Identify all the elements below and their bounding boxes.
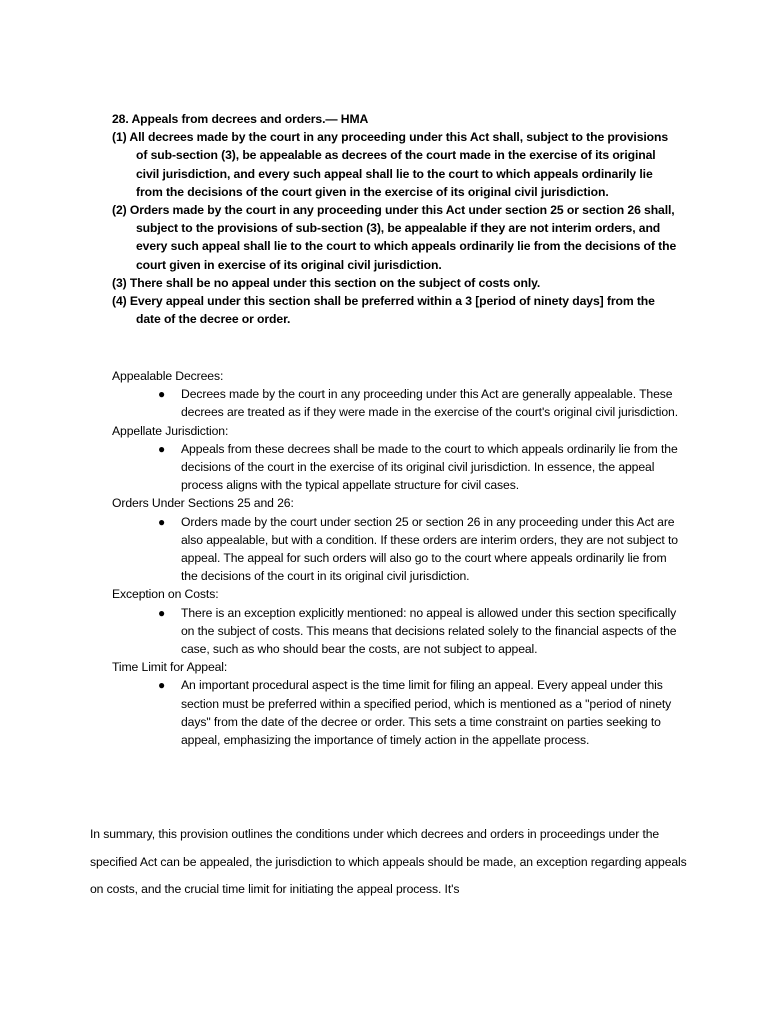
statute-section bbox=[112, 110, 682, 328]
topic-appellate-jurisdiction bbox=[112, 422, 682, 495]
statute-clause-1: (1) All decrees made by the court in any proceeding under this Act shall, subject to the provisions of sub-section (3), be appealable as decrees of the court made in the exercise of its original civil jurisdiction, and every such appeal shall lie to the court to which appeals ordinarily lie from the decisions of the court given in the exercise of its original civil jurisdiction. bbox=[112, 130, 669, 199]
bullet-icon: ● bbox=[158, 605, 166, 620]
bullet-item bbox=[158, 385, 681, 421]
statute-clause-2: (2) Orders made by the court in any proceeding under this Act under section 25 or section 26 shall, subject to the provisions of sub-section (3), be appealable if they are not interim orders, and every such appeal shall lie to the court to which appeals ordinarily lie from the decisions of the court given in exercise of its original civil jurisdiction. bbox=[112, 203, 677, 272]
bullet-icon: ● bbox=[158, 514, 166, 529]
bullet-icon: ● bbox=[158, 441, 166, 456]
topic-label: Time Limit for Appeal: bbox=[112, 660, 228, 675]
topic-label: Exception on Costs: bbox=[112, 587, 219, 602]
bullet-item bbox=[158, 676, 681, 749]
statute-clause-4: (4) Every appeal under this section shall be preferred within a 3 [period of ninety days] from the date of the decree or order. bbox=[112, 294, 655, 327]
analysis-section bbox=[112, 367, 682, 749]
bullet-icon: ● bbox=[158, 678, 166, 693]
topic-label: Appealable Decrees: bbox=[112, 369, 224, 383]
topic-label: Appellate Jurisdiction: bbox=[112, 423, 229, 438]
bullet-text: An important procedural aspect is the time limit for filing an appeal. Every appeal under this section must be preferred within a specified period, which is mentioned as a "period of ninety days" from the date of the decree or order. This sets a time constraint on parties seeking to appeal, emphasizing the importance of timely action in the appellate process. bbox=[181, 678, 672, 748]
section-heading: 28. Appeals from decrees and orders.— HMA bbox=[112, 112, 369, 126]
bullet-item bbox=[158, 440, 681, 495]
bullet-item bbox=[158, 604, 681, 659]
topic-orders-sections-25-26 bbox=[112, 494, 682, 585]
topic-label: Orders Under Sections 25 and 26: bbox=[112, 496, 294, 511]
bullet-icon: ● bbox=[158, 387, 166, 402]
summary-paragraph: In summary, this provision outlines the conditions under which decrees and orders in proceedings under the specified Act can be appealed, the jurisdiction to which appeals should be made, an exception regarding appeals on costs, and the crucial time limit for initiating the appeal process. It's bbox=[90, 827, 687, 896]
bullet-text: There is an exception explicitly mentioned: no appeal is allowed under this section specifically on the subject of costs. This means that decisions related solely to the financial aspects of the case, such as who should bear the costs, are not subject to appeal. bbox=[181, 605, 677, 657]
bullet-item bbox=[158, 513, 681, 586]
topic-time-limit bbox=[112, 658, 682, 749]
bullet-text: Orders made by the court under section 25 or section 26 in any proceeding under this Act are also appealable, but with a condition. If these orders are interim orders, they are not subject to appeal. The appeal for such orders will also go to the court where appeals ordinarily lie from the decisions of the court in its original civil jurisdiction. bbox=[181, 514, 678, 584]
statute-clause-3: (3) There shall be no appeal under this section on the subject of costs only. bbox=[112, 275, 541, 290]
bullet-text: Decrees made by the court in any proceeding under this Act are generally appealable. These decrees are treated as if they were made in the exercise of the court's original civil jurisdiction. bbox=[181, 387, 678, 420]
topic-exception-on-costs bbox=[112, 585, 682, 658]
topic-appealable-decrees bbox=[112, 367, 682, 422]
bullet-text: Appeals from these decrees shall be made to the court to which appeals ordinarily lie from the decisions of the court in the exercise of its original civil jurisdiction. In essence, the appeal process aligns with the typical appellate structure for civil cases. bbox=[181, 441, 678, 493]
